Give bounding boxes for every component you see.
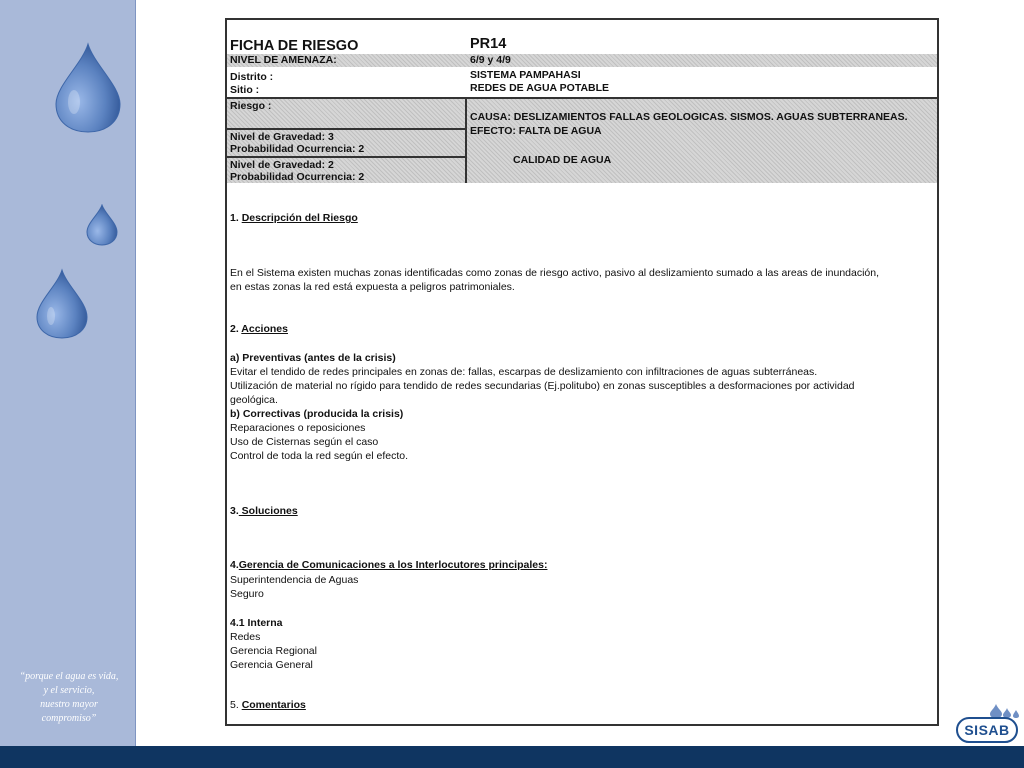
text-line: Evitar el tendido de redes principales en zonas de: fallas, escarpas de deslizamiento con infiltraciones de aguas subterráneas. bbox=[230, 366, 818, 378]
motto-line: nuestro mayor bbox=[40, 699, 98, 710]
motto-line: “porque el agua es vida, bbox=[19, 671, 119, 682]
site-label: Sitio : bbox=[230, 84, 260, 96]
risk-sheet-document bbox=[225, 18, 939, 726]
threat-level-row bbox=[227, 54, 937, 67]
section-2-heading: Acciones bbox=[241, 323, 288, 335]
sheet-title: FICHA DE RIESGO bbox=[230, 38, 359, 54]
water-drop-small-icon bbox=[85, 204, 119, 246]
text-line: Utilización de material no rígido para tendido de redes secundarias (Ej.politubo) en zonas susceptibles a desformaciones por actividad bbox=[230, 380, 855, 392]
section-4-1-title: 4.1 Interna bbox=[230, 617, 283, 629]
motto-text bbox=[8, 670, 130, 726]
section-3-heading: Soluciones bbox=[238, 505, 298, 517]
risk-cause: CAUSA: DESLIZAMIENTOS FALLAS GEOLOGICAS. SISMOS. AGUAS SUBTERRANEAS. bbox=[470, 111, 908, 123]
section-5-title bbox=[230, 699, 306, 711]
text-line: Gerencia Regional bbox=[230, 645, 317, 657]
section-1-heading: Descripción del Riesgo bbox=[241, 212, 358, 224]
motto-line: compromiso” bbox=[41, 713, 97, 724]
threat-level-label: NIVEL DE AMENAZA: bbox=[230, 54, 337, 66]
text-line: Uso de Cisternas según el caso bbox=[230, 436, 379, 448]
bottom-bar bbox=[0, 746, 1024, 768]
risk-effect: EFECTO: FALTA DE AGUA bbox=[470, 125, 602, 137]
risk-label: Riesgo : bbox=[230, 100, 272, 112]
text-line: Redes bbox=[230, 631, 261, 643]
section-5-number: 5. bbox=[230, 699, 242, 711]
text-line: en estas zonas la red está expuesta a peligros patrimoniales. bbox=[230, 281, 515, 293]
sheet-code: PR14 bbox=[470, 36, 507, 52]
section-5-heading: Comentarios bbox=[241, 699, 306, 711]
section-4-heading: Gerencia de Comunicaciones a los Interlocutores principales: bbox=[238, 559, 548, 571]
section-1-title bbox=[230, 212, 358, 224]
text-line: Gerencia General bbox=[230, 659, 313, 671]
severity-2: Nivel de Gravedad: 2 bbox=[230, 159, 334, 171]
side-panel bbox=[0, 0, 136, 746]
severity-cell-2 bbox=[227, 156, 467, 183]
section-2-text bbox=[230, 351, 930, 463]
section-1-number: 1. bbox=[230, 212, 242, 224]
district-label: Distrito : bbox=[230, 71, 274, 83]
section-4-number: 4. bbox=[230, 559, 239, 571]
section-4-1-text bbox=[230, 616, 930, 672]
text-line: geológica. bbox=[230, 394, 278, 406]
section-4-text bbox=[230, 573, 930, 601]
section-3-number: 3. bbox=[230, 505, 239, 517]
water-drop-icon bbox=[52, 42, 124, 134]
risk-block bbox=[227, 97, 937, 183]
section-4-title bbox=[230, 559, 547, 571]
motto-line: y el servicio, bbox=[43, 685, 95, 696]
risk-detail-cell bbox=[467, 99, 937, 183]
section-2-title bbox=[230, 323, 288, 335]
probability-2: Probabilidad Ocurrencia: 2 bbox=[230, 171, 365, 183]
threat-level-value: 6/9 y 4/9 bbox=[470, 54, 511, 66]
corrective-title: b) Correctivas (producida la crisis) bbox=[230, 408, 404, 420]
district-value: SISTEMA PAMPAHASI bbox=[470, 69, 581, 81]
preventive-title: a) Preventivas (antes de la crisis) bbox=[230, 352, 396, 364]
risk-label-cell bbox=[227, 99, 467, 128]
severity-cell-1 bbox=[227, 128, 467, 156]
section-3-title bbox=[230, 505, 298, 517]
text-line: Superintendencia de Aguas bbox=[230, 574, 359, 586]
water-drop-medium-icon bbox=[34, 268, 90, 340]
text-line: Reparaciones o reposiciones bbox=[230, 422, 366, 434]
probability-1: Probabilidad Ocurrencia: 2 bbox=[230, 143, 365, 155]
text-line: Seguro bbox=[230, 588, 264, 600]
risk-quality: CALIDAD DE AGUA bbox=[513, 154, 612, 166]
severity-1: Nivel de Gravedad: 3 bbox=[230, 131, 334, 143]
section-1-text bbox=[230, 266, 930, 294]
text-line: En el Sistema existen muchas zonas identificadas como zonas de riesgo activo, pasivo al deslizamiento sumado a las areas de inundación, bbox=[230, 267, 880, 279]
logo-text: SISAB bbox=[956, 717, 1018, 743]
sheet-header bbox=[227, 20, 937, 183]
section-2-number: 2. bbox=[230, 323, 242, 335]
sisab-logo bbox=[954, 703, 1022, 745]
site-value: REDES DE AGUA POTABLE bbox=[470, 82, 610, 94]
text-line: Control de toda la red según el efecto. bbox=[230, 450, 409, 462]
